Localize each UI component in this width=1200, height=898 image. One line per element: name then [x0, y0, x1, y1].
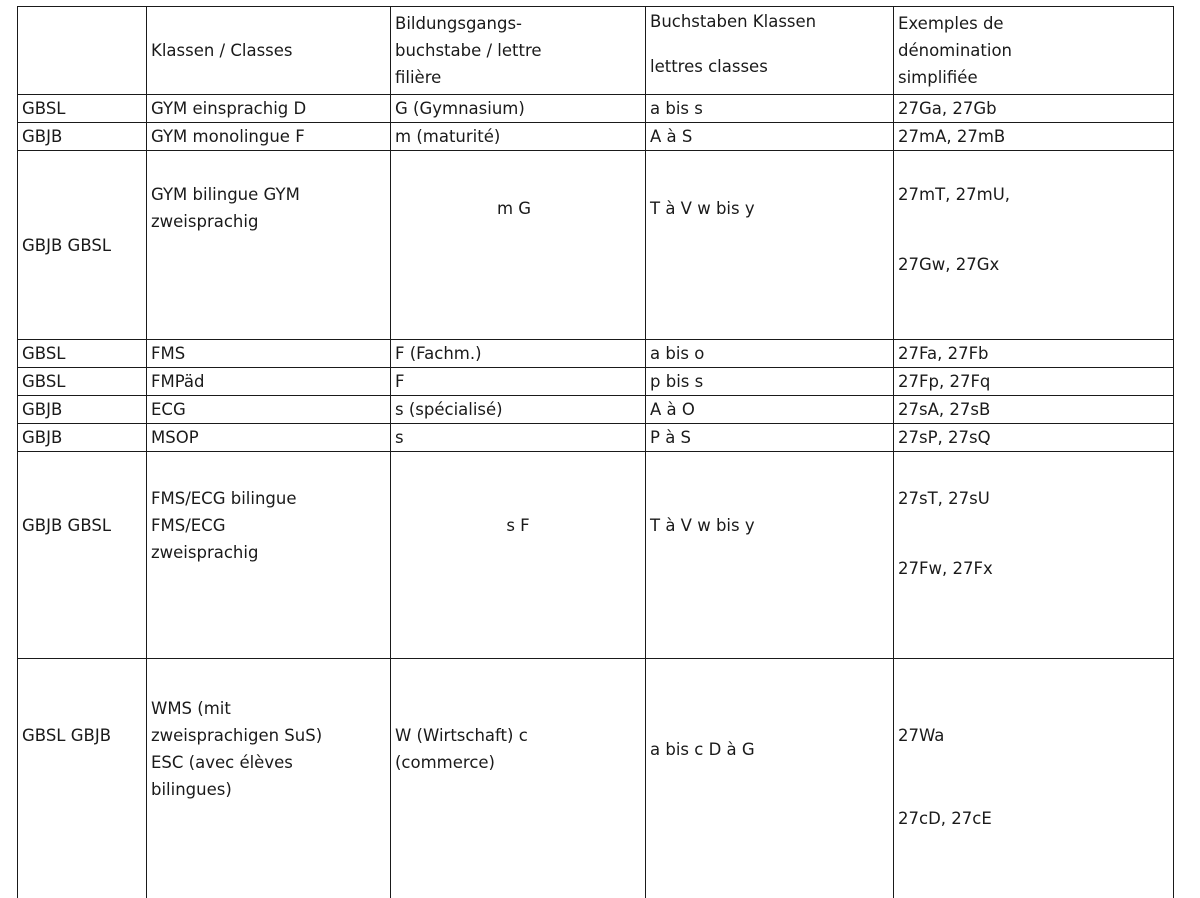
table-header-row [18, 7, 1174, 95]
cell-klasse-line-2: zweisprachigen SuS) [151, 722, 390, 749]
cell-school: GBSL [18, 95, 147, 123]
cell-beispiele-line-2: 27Gw, 27Gx [898, 251, 1173, 278]
cell-klasse: FMS [147, 340, 391, 368]
table-row [18, 151, 1174, 340]
header-bildungsgang-line-2: buchstabe / lettre [395, 37, 645, 64]
cell-klassen-buchstaben: p bis s [646, 368, 894, 396]
cell-buchstabe: s F [391, 452, 646, 659]
cell-buchstabe: s (spécialisé) [391, 396, 646, 424]
cell-klassen-buchstaben: A à S [646, 123, 894, 151]
table-row [18, 123, 1174, 151]
cell-beispiele-line-1: 27Wa [898, 722, 1173, 749]
cell-school: GBSL [18, 340, 147, 368]
cell-klasse [147, 151, 391, 340]
cell-klasse-line-1: GYM bilingue GYM [151, 181, 390, 208]
cell-klasse: GYM monolingue F [147, 123, 391, 151]
cell-klasse-line-3: ESC (avec élèves [151, 749, 390, 776]
cell-klassen-buchstaben: T à V w bis y [646, 452, 894, 659]
table-row [18, 340, 1174, 368]
cell-klassen-buchstaben: a bis c D à G [646, 659, 894, 898]
cell-school: GBJB GBSL [18, 452, 147, 659]
header-buchstaben-line-1: Buchstaben Klassen [650, 8, 893, 35]
cell-klasse-line-4: bilingues) [151, 776, 390, 803]
cell-buchstabe: m G [391, 151, 646, 340]
cell-klassen-buchstaben: a bis s [646, 95, 894, 123]
cell-beispiele-line-1: 27mT, 27mU, [898, 181, 1173, 208]
cell-buchstabe-line-1: W (Wirtschaft) c [395, 722, 645, 749]
cell-klasse-line-3: zweisprachig [151, 539, 390, 566]
cell-beispiele: 27Fp, 27Fq [894, 368, 1174, 396]
cell-beispiele [894, 151, 1174, 340]
cell-klasse: MSOP [147, 424, 391, 452]
header-bildungsgang-line-1: Bildungsgangs- [395, 10, 645, 37]
cell-beispiele-line-1: 27sT, 27sU [898, 485, 1173, 512]
header-school [18, 7, 147, 95]
cell-school: GBSL [18, 368, 147, 396]
header-beispiele-line-3: simplifiée [898, 64, 1173, 91]
cell-school: GBJB [18, 396, 147, 424]
cell-beispiele [894, 452, 1174, 659]
cell-klasse [147, 452, 391, 659]
cell-school: GBSL GBJB [18, 659, 147, 898]
header-buchstaben-line-2: lettres classes [650, 53, 893, 80]
cell-klasse-line-1: FMS/ECG bilingue [151, 485, 390, 512]
cell-buchstabe-line-2: (commerce) [395, 749, 645, 776]
header-beispiele-line-1: Exemples de [898, 10, 1173, 37]
cell-buchstabe: s [391, 424, 646, 452]
cell-buchstabe: F (Fachm.) [391, 340, 646, 368]
cell-klasse-line-2: zweisprachig [151, 208, 390, 235]
header-bildungsgang-line-3: filière [395, 64, 645, 91]
cell-buchstabe: m (maturité) [391, 123, 646, 151]
cell-klasse: FMPäd [147, 368, 391, 396]
cell-beispiele-line-2: 27Fw, 27Fx [898, 555, 1173, 582]
cell-beispiele: 27sA, 27sB [894, 396, 1174, 424]
header-buchstaben-klassen [646, 7, 894, 95]
cell-klassen-buchstaben: A à O [646, 396, 894, 424]
cell-beispiele: 27Ga, 27Gb [894, 95, 1174, 123]
cell-school: GBJB [18, 424, 147, 452]
cell-beispiele-line-2: 27cD, 27cE [898, 805, 1173, 832]
header-klassen: Klassen / Classes [147, 7, 391, 95]
class-naming-table [17, 6, 1174, 898]
cell-buchstabe [391, 659, 646, 898]
table-row [18, 95, 1174, 123]
table-row [18, 396, 1174, 424]
table-row [18, 659, 1174, 898]
cell-beispiele [894, 659, 1174, 898]
cell-beispiele: 27Fa, 27Fb [894, 340, 1174, 368]
cell-klassen-buchstaben: T à V w bis y [646, 151, 894, 340]
header-beispiele-line-2: dénomination [898, 37, 1173, 64]
cell-klassen-buchstaben: a bis o [646, 340, 894, 368]
table-row [18, 368, 1174, 396]
cell-beispiele: 27sP, 27sQ [894, 424, 1174, 452]
cell-buchstabe: G (Gymnasium) [391, 95, 646, 123]
cell-school: GBJB [18, 123, 147, 151]
cell-klasse: ECG [147, 396, 391, 424]
cell-klassen-buchstaben: P à S [646, 424, 894, 452]
header-bildungsgang [391, 7, 646, 95]
cell-klasse-line-2: FMS/ECG [151, 512, 390, 539]
cell-buchstabe: F [391, 368, 646, 396]
cell-beispiele: 27mA, 27mB [894, 123, 1174, 151]
cell-klasse [147, 659, 391, 898]
table-row [18, 424, 1174, 452]
cell-klasse-line-1: WMS (mit [151, 695, 390, 722]
cell-school: GBJB GBSL [18, 151, 147, 340]
header-beispiele [894, 7, 1174, 95]
cell-klasse: GYM einsprachig D [147, 95, 391, 123]
table-row [18, 452, 1174, 659]
